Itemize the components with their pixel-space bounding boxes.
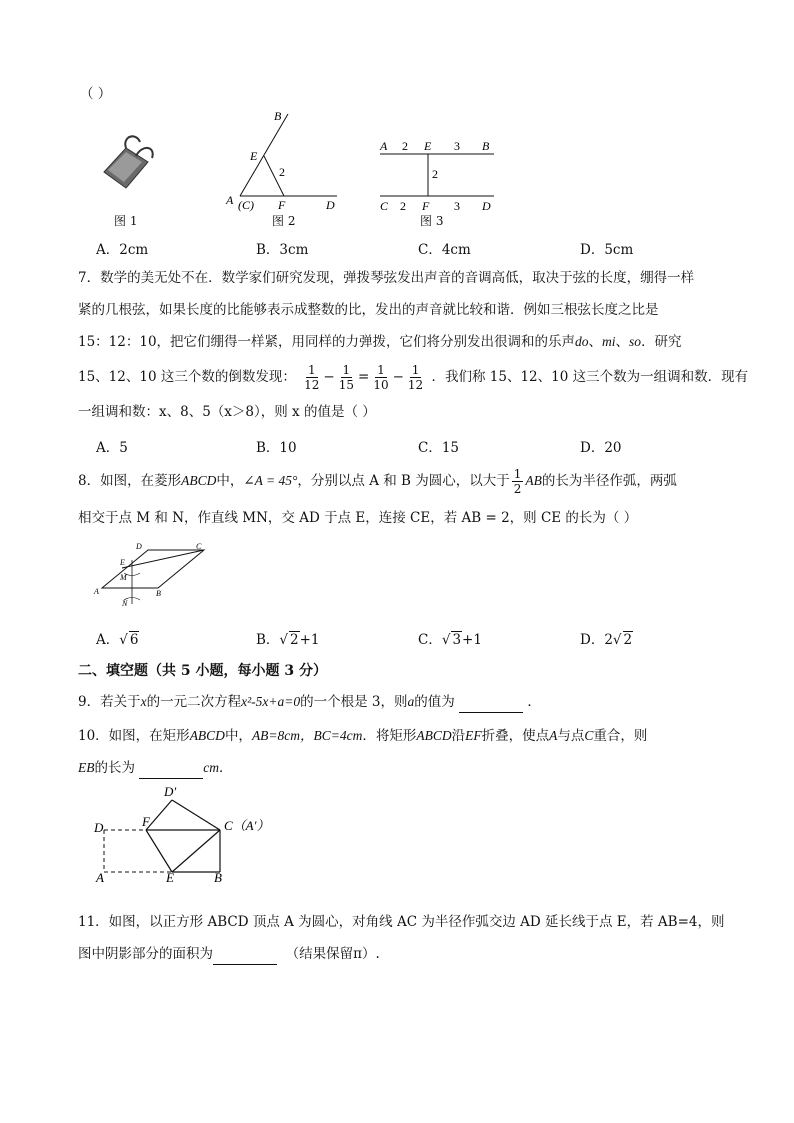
q10-label-D: D	[94, 820, 104, 835]
q7-option-d[interactable]: D．20	[580, 440, 622, 456]
fig3-label-D: D	[482, 199, 491, 213]
fig2-label-2: 2	[279, 165, 285, 179]
q10-label-A: A	[96, 870, 104, 882]
q7-line-4: 15、12、10 这三个数的倒数发现： $\frac{1}{12}$ − $\frac{1}{15}$ = $\frac{1}{10}$ − $\frac{1}{12}$ ．我们称 15、12、10 这三个数为一组调和数．现有	[78, 363, 749, 392]
fig2-label-D: D	[326, 198, 335, 212]
q10-label-F: F	[142, 814, 150, 829]
fig1-caption: 图 1	[114, 214, 138, 228]
q10-label-B: B	[214, 870, 222, 882]
q11-answer-blank[interactable]	[213, 944, 277, 965]
q10-answer-blank[interactable]	[139, 758, 203, 779]
clip-handle-1	[125, 136, 140, 148]
q10-line-2: EB的长为 cm．	[78, 758, 233, 779]
q8-label-C: C	[196, 542, 202, 551]
q8-label-E: E	[120, 558, 125, 567]
q8-label-D: D	[136, 542, 142, 551]
q8-label-A: A	[94, 587, 99, 596]
q10-label-C: C（A′）	[224, 818, 270, 833]
fig3-geometry	[376, 134, 500, 214]
q6-option-c[interactable]: C．4cm	[418, 242, 471, 258]
q7-option-c[interactable]: C．15	[418, 440, 460, 456]
answer-paren: （ ）	[80, 86, 112, 102]
q8-option-c[interactable]: C．√ 3+1	[418, 632, 482, 648]
fig2-label-E: E	[250, 149, 258, 163]
q8-option-b[interactable]: B．√ 2+1	[256, 632, 320, 648]
binder-clip-figure	[96, 130, 160, 194]
q8-line-1: 8．如图，在菱形ABCD中，∠A = 45°，分别以点 A 和 B 为圆心，以大于 $\frac{1}{2}$ AB的长为半径作弧，两弧	[78, 467, 677, 496]
fig3-label-B: B	[482, 139, 490, 153]
fig3-caption: 图 3	[420, 214, 444, 228]
q9-answer-blank[interactable]	[459, 692, 523, 713]
fig3-label-2a: 2	[402, 139, 408, 153]
fig3-label-3a: 3	[454, 139, 460, 153]
q10-line-1: 10．如图，在矩形ABCD中，AB=8cm，BC=4cm．将矩形ABCD沿EF折叠，使点A与点C重合，则	[78, 728, 648, 744]
fig3-label-A: A	[380, 139, 388, 153]
fig3-label-E: E	[424, 139, 432, 153]
fig3-label-C: C	[380, 199, 389, 213]
q8-option-d[interactable]: D．2√ 2	[580, 632, 633, 648]
q7-option-a[interactable]: A．5	[96, 440, 128, 456]
q10-rectangle-figure	[92, 782, 282, 882]
q6-option-b[interactable]: B．3cm	[256, 242, 309, 258]
fig2-label-B: B	[274, 109, 282, 123]
q10-label-E: E	[166, 870, 174, 882]
q6-option-a[interactable]: A．2cm	[96, 242, 149, 258]
q7-line-1: 7．数学的美无处不在．数学家们研究发现，弹拨琴弦发出声音的音调高低，取决于弦的长度，绷得一样	[78, 270, 695, 286]
fig2-geometry	[222, 106, 342, 216]
q8-label-N: N	[122, 599, 128, 608]
fig2-label-A: A	[226, 193, 234, 207]
q11-line-2: 图中阴影部分的面积为 （结果保留π）.	[78, 944, 380, 965]
section-2-title: 二、填空题（共 5 小题，每小题 3 分）	[78, 663, 327, 679]
q6-option-d[interactable]: D．5cm	[580, 242, 634, 258]
fig3-label-2b: 2	[400, 199, 406, 213]
q8-option-a[interactable]: A．√ 6	[96, 632, 139, 648]
fig3-label-3b: 3	[454, 199, 460, 213]
q10-label-Dp: D′	[164, 784, 177, 799]
q7-line-3: 15：12：10，把它们绷得一样紧，用同样的力弹拨，它们将分别发出很调和的乐声do、mi、so．研究	[78, 334, 682, 350]
fig2-caption: 图 2	[272, 214, 296, 228]
q11-line-1: 11．如图，以正方形 ABCD 顶点 A 为圆心，对角线 AC 为半径作弧交边 AD 延长线于点 E，若 AB=4，则	[78, 914, 725, 930]
q8-label-B: B	[156, 589, 161, 598]
q7-line-5: 一组调和数：x、8、5（x＞8），则 x 的值是（ ）	[78, 404, 376, 420]
fig2-label-F: F	[278, 198, 286, 212]
q9-line: 9．若关于x的一元二次方程x²-5x+a=0的一个根是 3，则a的值为 ．	[78, 692, 541, 713]
fig3-label-F: F	[422, 199, 430, 213]
q8-line-2: 相交于点 M 和 N，作直线 MN，交 AD 于点 E，连接 CE，若 AB = 2，则 CE 的长为（ ）	[78, 510, 638, 526]
q8-rhombus-figure	[92, 540, 222, 608]
q7-option-b[interactable]: B．10	[256, 440, 297, 456]
q7-line-2: 紧的几根弦，如果长度的比能够表示成整数的比，发出的声音就比较和谐．例如三根弦长度之比是	[78, 302, 659, 318]
fig3-label-2mid: 2	[432, 167, 438, 181]
fig2-label-C: (C)	[238, 198, 254, 212]
q8-label-M: M	[120, 573, 127, 582]
